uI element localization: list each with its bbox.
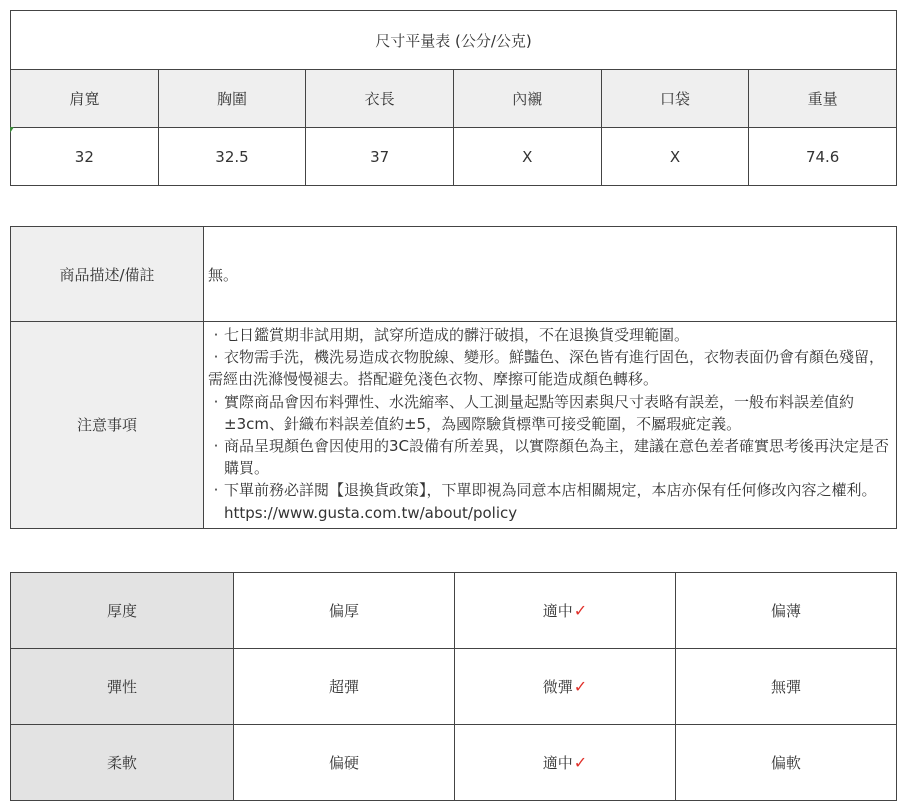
header-shoulder: 肩寬 [11,70,159,128]
description-row [11,227,897,322]
feel-option-text: 偏軟 [770,754,801,772]
header-length: 衣長 [306,70,454,128]
feel-option-text: 偏硬 [328,754,359,772]
value-shoulder-text: 32 [74,147,94,166]
feel-row-thickness [11,573,897,649]
check-icon: ✓ [573,753,588,772]
feel-option [676,573,897,649]
value-chest: 32.5 [158,128,306,186]
note-item [208,346,890,390]
feel-option-selected [455,573,676,649]
size-table-title: 尺寸平量表 (公分/公克) [11,11,897,70]
value-lining: X [453,128,601,186]
feel-option-selected [455,649,676,725]
feel-option [234,725,455,801]
value-shoulder [11,128,159,186]
description-value: 無。 [204,227,897,322]
value-length: 37 [306,128,454,186]
value-pocket: X [601,128,749,186]
feel-label-softness: 柔軟 [11,725,234,801]
fabric-feel-table [10,572,897,801]
check-icon: ✓ [573,677,588,696]
note-item [208,324,890,346]
feel-label-elasticity: 彈性 [11,649,234,725]
corner-mark [10,127,14,133]
note-text: 實際商品會因布料彈性、水洗縮率、人工測量起點等因素與尺寸表略有誤差，一般布料誤差值約±3cm、針織布料誤差值約±5，為國際驗貨標準可接受範圍，不屬瑕疵定義。 [224,392,855,433]
feel-option-text: 超彈 [328,678,359,696]
size-header-row [11,70,897,128]
note-bullet: · [213,392,219,411]
feel-option-text: 無彈 [770,678,801,696]
feel-row-elasticity [11,649,897,725]
note-bullet: · [213,481,219,500]
note-item [208,479,890,523]
description-label: 商品描述/備註 [11,227,204,322]
feel-option-text: 偏厚 [328,602,359,620]
value-weight: 74.6 [749,128,897,186]
feel-option-text: 偏薄 [770,602,801,620]
header-lining: 內襯 [453,70,601,128]
notes-label: 注意事項 [11,322,204,529]
note-text: 衣物需手洗，機洗易造成衣物脫線、變形。鮮豔色、深色皆有進行固色，衣物表面仍會有顏色殘留，需經由洗滌慢慢褪去。搭配避免淺色衣物、摩擦可能造成顏色轉移。 [208,348,885,389]
description-table [10,226,897,529]
feel-option-text: 微彈 [542,678,573,696]
feel-row-softness [11,725,897,801]
notes-row [11,322,897,529]
note-text: 商品呈現顏色會因使用的3C設備有所差異，以實際顏色為主，建議在意色差者確實思考後再決定是否購買。 [224,437,890,478]
header-chest: 胸圍 [158,70,306,128]
header-weight: 重量 [749,70,897,128]
note-bullet: · [213,437,219,456]
header-pocket: 口袋 [601,70,749,128]
check-icon: ✓ [573,601,588,620]
note-text: 七日鑑賞期非試用期，試穿所造成的髒汙破損，不在退換貨受理範圍。 [224,326,690,344]
size-table [10,10,897,186]
feel-option-selected [455,725,676,801]
feel-option [234,649,455,725]
note-item [208,391,890,435]
feel-label-thickness: 厚度 [11,573,234,649]
size-value-row [11,128,897,186]
feel-option [234,573,455,649]
feel-option [676,649,897,725]
note-item [208,435,890,479]
feel-option-text: 適中 [542,754,573,772]
feel-option [676,725,897,801]
note-bullet: · [213,326,219,344]
feel-option-text: 適中 [542,602,573,620]
notes-content [204,322,897,529]
note-text: 下單前務必詳閱【退換貨政策】，下單即視為同意本店相關規定，本店亦保有任何修改內容之權利。https://www.gusta.com.tw/about/policy [224,481,877,522]
note-bullet: · [213,348,219,367]
